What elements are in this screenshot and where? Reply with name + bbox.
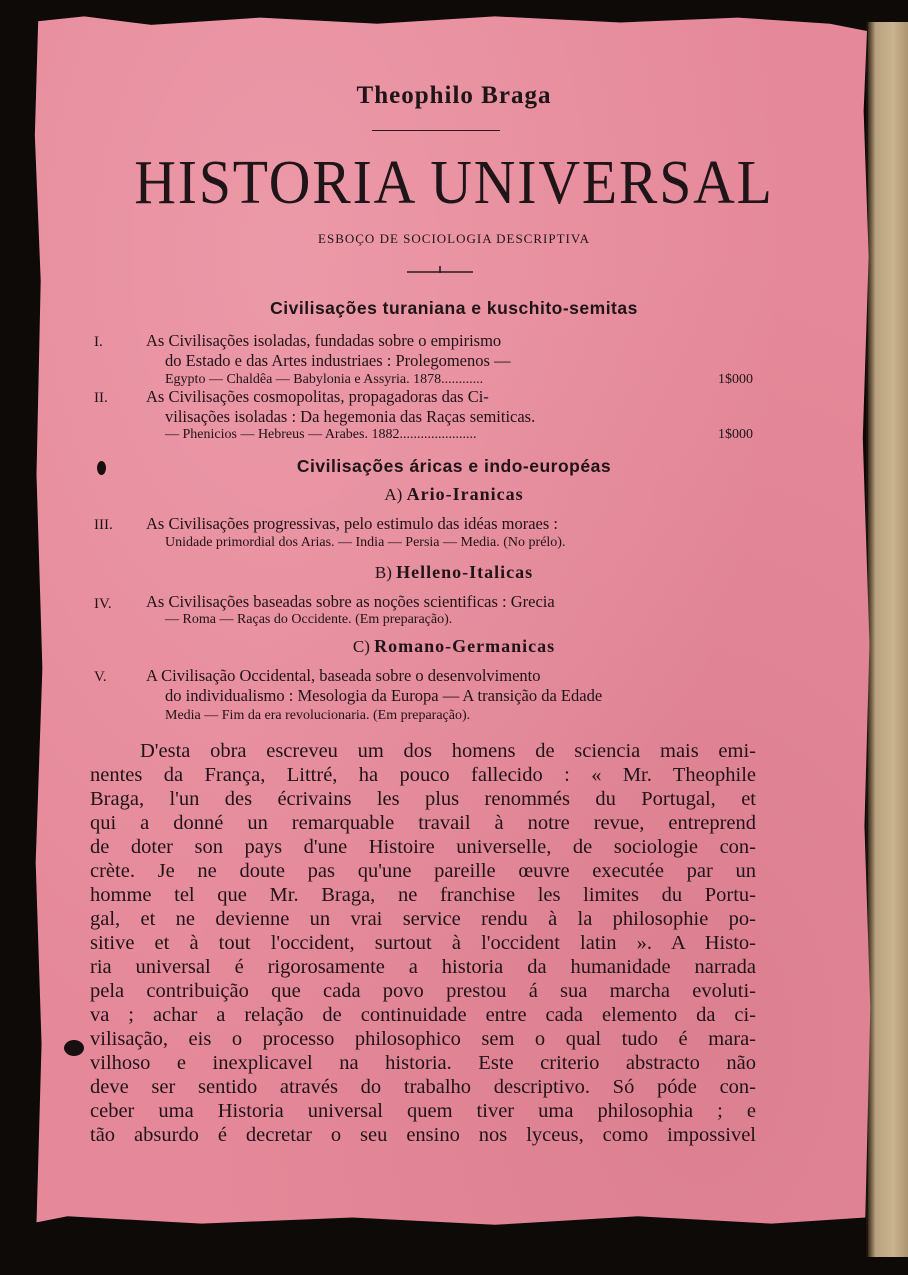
body-line: qui a donné un remarquable travail à notre revue, entreprend xyxy=(90,812,756,834)
ornament-divider xyxy=(405,264,475,276)
entry-price: 1$000 xyxy=(718,372,753,387)
entry-line: As Civilisações cosmopolitas, propagadoras das Ci- xyxy=(146,387,489,406)
entry-line: vilisações isoladas : Da hegemonia das Raças semiticas. xyxy=(165,407,536,426)
body-line: deve ser sentido através do trabalho descriptivo. Só póde con- xyxy=(90,1076,756,1098)
entry-line: As Civilisações baseadas sobre as noções scientificas : Grecia xyxy=(146,592,555,611)
subsection-title: Romano-Germanicas xyxy=(374,636,556,656)
body-line: homme tel que Mr. Braga, ne franchise les limites du Portu- xyxy=(90,884,756,906)
entry-line: Egypto — Chaldêa — Babylonia e Assyria. 1878............ xyxy=(165,372,484,387)
entry-number: IV. xyxy=(94,596,112,612)
entry-line: As Civilisações progressivas, pelo estimulo das idéas moraes : xyxy=(146,514,558,533)
subsection-title: Helleno-Italicas xyxy=(396,562,534,582)
ink-blot-icon xyxy=(64,1040,84,1056)
body-line: va ; achar a relação de continuidade entre cada elemento da ci- xyxy=(90,1004,756,1026)
subsection-letter: A) xyxy=(384,485,403,504)
body-line: nentes da França, Littré, ha pouco fallecido : « Mr. Theophile xyxy=(90,764,756,786)
body-line: ceber uma Historia universal quem tiver uma philosophia ; e xyxy=(90,1100,756,1122)
entry-price: 1$000 xyxy=(718,427,753,442)
entry-line: do Estado e das Artes industriaes : Prolegomenos — xyxy=(165,351,511,370)
entry-number: I. xyxy=(94,334,103,350)
entry-line: do individualismo : Mesologia da Europa — A transição da Edade xyxy=(165,686,603,705)
body-line: D'esta obra escreveu um dos homens de sciencia mais emi- xyxy=(140,740,756,762)
body-line: de doter son pays d'une Histoire universelle, de sociologie con- xyxy=(90,836,756,858)
entry-line: A Civilisação Occidental, baseada sobre o desenvolvimento xyxy=(146,666,541,685)
entry-number: II. xyxy=(94,390,108,406)
subsection-heading-romano-germanicas xyxy=(0,636,908,657)
body-line: ria universal é rigorosamente a historia da humanidade narrada xyxy=(90,956,756,978)
body-line: pela contribuição que cada povo prestou á sua marcha evoluti- xyxy=(90,980,756,1002)
entry-number: V. xyxy=(94,669,107,685)
title-rule xyxy=(372,130,500,131)
subsection-heading-helleno-italicas xyxy=(0,562,908,583)
body-line: gal, et ne devienne un vrai service rendu à la philosophie po- xyxy=(90,908,756,930)
section-heading-indo-european: Civilisações áricas e indo-européas xyxy=(296,456,612,476)
body-line: Braga, l'un des écrivains les plus renommés du Portugal, et xyxy=(90,788,756,810)
body-line: vilhoso e inexplicavel na historia. Este criterio abstracto não xyxy=(90,1052,756,1074)
entry-line: As Civilisações isoladas, fundadas sobre o empirismo xyxy=(146,331,502,350)
page-subtitle: ESBOÇO DE SOCIOLOGIA DESCRIPTIVA xyxy=(318,231,590,246)
entry-number: III. xyxy=(94,517,113,533)
subsection-title: Ario-Iranicas xyxy=(406,484,524,504)
subsection-letter: B) xyxy=(374,563,392,582)
ink-mark-icon xyxy=(97,461,106,475)
entry-line: Media — Fim da era revolucionaria. (Em preparação). xyxy=(165,708,471,723)
body-line: tão absurdo é decretar o seu ensino nos lyceus, como impossivel xyxy=(90,1124,756,1146)
body-line: sitive et à tout l'occident, surtout à l'occident latin ». A Histo- xyxy=(90,932,756,954)
body-line: crète. Je ne doute pas qu'une pareille œuvre executée par un xyxy=(90,860,756,882)
subsection-letter: C) xyxy=(352,637,370,656)
entry-line: Unidade primordial dos Arias. — India — Persia — Media. (No prélo). xyxy=(165,535,566,550)
author-name: Theophilo Braga xyxy=(356,82,552,109)
subsection-heading-ario-iranicas xyxy=(0,484,908,505)
entry-line: — Phenicios — Hebreus — Arabes. 1882...................... xyxy=(165,427,477,442)
section-heading-turanian: Civilisações turaniana e kuschito-semitas xyxy=(270,298,638,318)
entry-line: — Roma — Raças do Occidente. (Em preparação). xyxy=(165,612,453,627)
page-title: HISTORIA UNIVERSAL xyxy=(134,149,774,217)
body-line: vilisação, eis o processo philosophico sem o qual tudo é mara- xyxy=(90,1028,756,1050)
